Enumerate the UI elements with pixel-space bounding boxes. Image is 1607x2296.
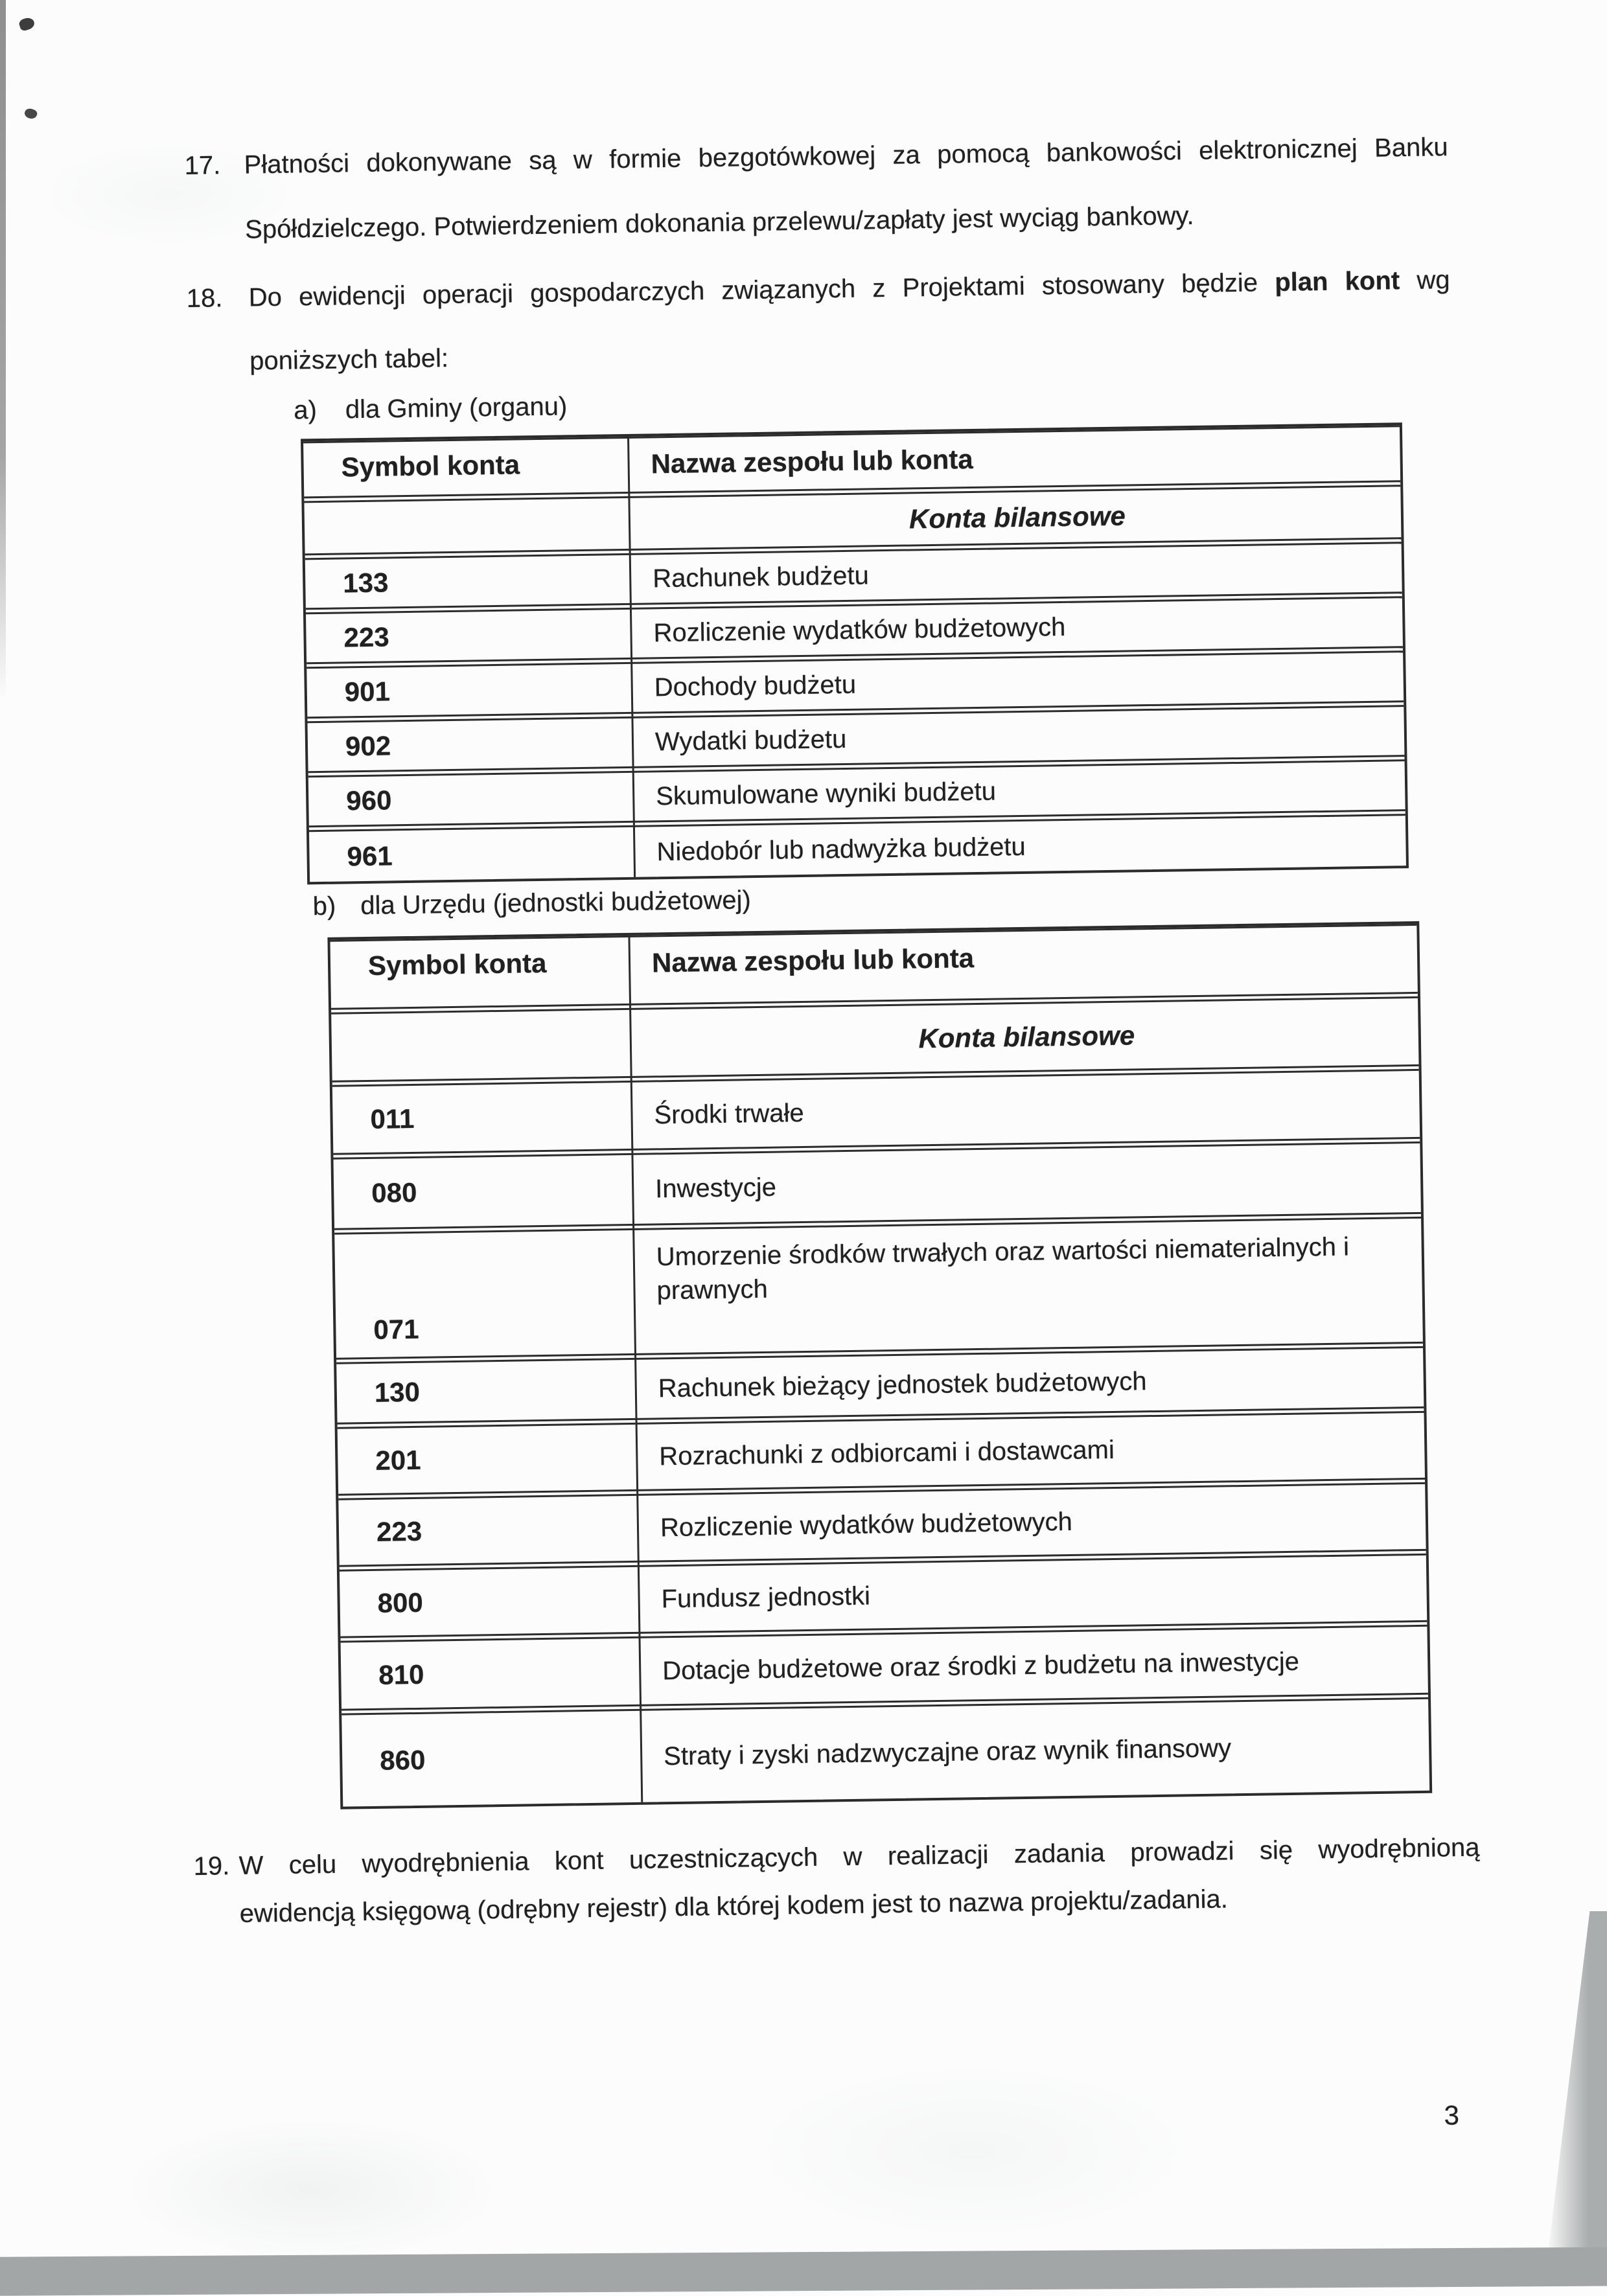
name-cell: Rozrachunki z odbiorcami i dostawcami bbox=[659, 1435, 1115, 1471]
table-b-label-letter: b) bbox=[312, 891, 336, 921]
table-row bbox=[334, 1217, 1423, 1360]
table-a-label bbox=[294, 392, 568, 425]
paragraph-17-line-1: Płatności dokonywane są w formie bezgotówkowej za pomocą bankowości elektronicznej Banku bbox=[244, 133, 1448, 179]
name-cell: Straty i zyski nadzwyczajne oraz wynik finansowy bbox=[663, 1733, 1232, 1771]
name-cell: Inwestycje bbox=[654, 1173, 777, 1204]
symbol-cell: 901 bbox=[344, 676, 391, 707]
name-cell: Rachunek budżetu bbox=[652, 561, 870, 593]
name-cell: Wydatki budżetu bbox=[654, 724, 847, 757]
table-a-label-text: dla Gminy (organu) bbox=[345, 392, 568, 424]
symbol-cell: 130 bbox=[374, 1376, 421, 1408]
accounts-table-b bbox=[327, 921, 1432, 1809]
symbol-cell: 133 bbox=[342, 567, 389, 599]
paragraph-17-number: 17. bbox=[184, 151, 221, 181]
name-cell: Umorzenie środków trwałych oraz wartości niematerialnych i prawnych bbox=[656, 1232, 1350, 1305]
name-header-cell: Nazwa zespołu lub konta bbox=[651, 444, 974, 479]
symbol-cell: 960 bbox=[345, 785, 392, 816]
paragraph-18-line-2: poniższych tabel: bbox=[249, 343, 449, 376]
section-header-label: Konta bilansowe bbox=[918, 1020, 1135, 1054]
symbol-cell: 961 bbox=[347, 840, 393, 871]
paragraph-19-line-2: ewidencją księgową (odrębny rejestr) dla której kodem jest to nazwa projektu/zadania. bbox=[239, 1885, 1229, 1929]
accounts-table-a bbox=[301, 422, 1409, 884]
name-cell: Dotacje budżetowe oraz środki z budżetu na inwestycje bbox=[662, 1647, 1300, 1686]
name-cell: Dochody budżetu bbox=[654, 670, 857, 702]
symbol-cell: 201 bbox=[375, 1444, 421, 1476]
symbol-cell: 860 bbox=[379, 1744, 426, 1776]
paragraph-18-text-end: wg bbox=[1416, 266, 1450, 295]
symbol-cell: 223 bbox=[376, 1515, 422, 1547]
table-row bbox=[338, 1482, 1426, 1567]
paragraph-19 bbox=[193, 1824, 1481, 1938]
symbol-header-cell: Symbol konta bbox=[367, 947, 547, 981]
symbol-cell: 011 bbox=[370, 1103, 415, 1134]
paragraph-18 bbox=[186, 248, 1451, 394]
paragraph-17-line-2: Spółdzielczego. Potwierdzeniem dokonania przelewu/zapłaty jest wyciąg bankowy. bbox=[244, 201, 1194, 244]
section-header-label: Konta bilansowe bbox=[908, 500, 1126, 534]
table-row bbox=[332, 1069, 1420, 1155]
symbol-cell: 071 bbox=[373, 1313, 419, 1345]
paragraph-18-text: Do ewidencji operacji gospodarczych związanych z Projektami stosowany będzie bbox=[248, 268, 1258, 312]
page-number: 3 bbox=[1444, 2100, 1460, 2131]
name-header-cell: Nazwa zespołu lub konta bbox=[651, 943, 975, 978]
paragraph-18-bold-text: plan kont bbox=[1274, 266, 1400, 297]
table-header-row bbox=[330, 924, 1417, 1010]
name-cell: Rachunek bieżący jednostek budżetowych bbox=[658, 1367, 1147, 1403]
section-header-row bbox=[331, 996, 1418, 1083]
symbol-cell: 902 bbox=[345, 730, 391, 762]
table-b-label bbox=[312, 886, 751, 921]
paragraph-19-line-1: W celu wyodrębnienia kont uczestniczących w realizacji zadania prowadzi się wyodrębnioną bbox=[238, 1833, 1480, 1881]
paragraph-18-number: 18. bbox=[186, 284, 223, 313]
table-row bbox=[338, 1411, 1425, 1496]
name-cell: Środki trwałe bbox=[654, 1098, 805, 1130]
name-cell: Niedobór lub nadwyżka budżetu bbox=[656, 832, 1026, 866]
symbol-cell: 800 bbox=[377, 1587, 424, 1618]
table-a-label-letter: a) bbox=[294, 396, 318, 425]
table-row bbox=[333, 1142, 1420, 1230]
table-row bbox=[340, 1554, 1427, 1638]
empty-cell bbox=[332, 1043, 630, 1048]
table-b-label-text: dla Urzędu (jednostki budżetowej) bbox=[360, 886, 752, 921]
paragraph-19-number: 19. bbox=[193, 1852, 230, 1881]
symbol-cell: 080 bbox=[371, 1177, 417, 1208]
name-cell: Fundusz jednostki bbox=[661, 1581, 871, 1614]
symbol-cell: 223 bbox=[343, 621, 389, 653]
name-cell: Rozliczenie wydatków budżetowych bbox=[653, 612, 1066, 648]
empty-cell bbox=[305, 523, 629, 528]
symbol-header-cell: Symbol konta bbox=[341, 449, 520, 483]
symbol-cell: 810 bbox=[378, 1659, 424, 1690]
table-row bbox=[341, 1625, 1428, 1711]
table-row bbox=[341, 1697, 1429, 1807]
name-cell: Skumulowane wyniki budżetu bbox=[655, 777, 997, 811]
name-cell: Rozliczenie wydatków budżetowych bbox=[660, 1507, 1073, 1543]
paragraph-17 bbox=[184, 115, 1450, 263]
scan-edge-left-shadow bbox=[0, 0, 6, 700]
